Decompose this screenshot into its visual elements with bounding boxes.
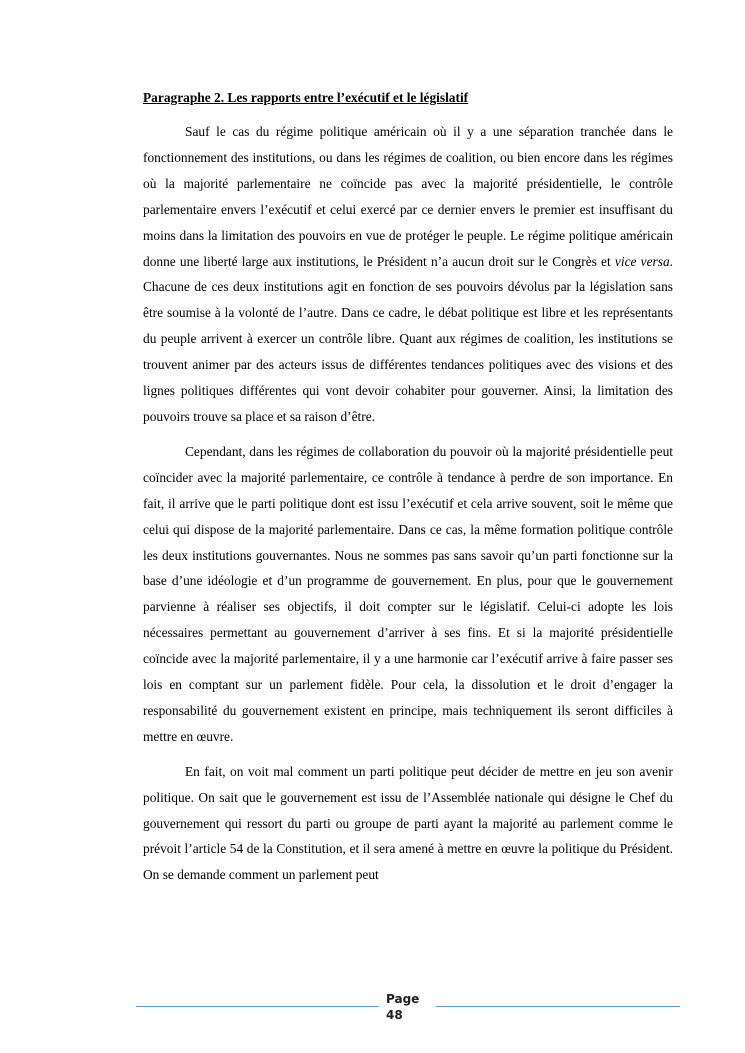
paragraph-1-text-end: . Chacune de ces deux institutions agit en fonction de ses pouvoirs dévolus par la législation sans être soumise à la volonté de l’autre. Dans ce cadre, le débat politique est libre et les représentants du peuple arrivent à exercer un contrôle libre. Quant aux régimes de coalition, les institutions se trouvent animer par des acteurs issus de différentes tendances politiques avec des visions et des lignes politiques différentes qui vont devoir cohabiter pour gouverner. Ainsi, la limitation des pouvoirs trouve sa place et sa raison d’être. — [143, 253, 674, 424]
footer-page-number: 48 — [386, 1008, 403, 1022]
section-heading: Paragraphe 2. Les rapports entre l’exécutif et le législatif — [143, 90, 469, 105]
paragraph-3: En fait, on voit mal comment un parti politique peut décider de mettre en jeu son avenir politique. On sait que le gouvernement est issu de l’Assemblée nationale qui désigne le Chef du gouvernement qui ressort du parti ou groupe de parti ayant la majorité au parlement comme le prévoit l’article 54 de la Constitution, et il sera amené à mettre en œuvre la politique du Président. On se demande comment un parlement peut — [143, 763, 673, 883]
paragraph-1 — [143, 119, 673, 430]
paragraph-1-text-start: Sauf le cas du régime politique américain où il y a une séparation tranchée dans le fonctionnement des institutions, ou dans les régimes de coalition, ou bien encore dans les régimes où la majorité parlementaire ne coïncide pas avec la majorité présidentielle, le contrôle parlementaire envers l’exécutif et celui exercé par ce dernier envers le premier est insuffisant du moins dans la limitation des pouvoirs en vue de protéger le peuple. Le régime politique américain donne une liberté large aux institutions, le Président n’a aucun droit sur le Congrès et — [143, 124, 673, 269]
footer-divider-right — [436, 1006, 680, 1007]
page-footer — [136, 992, 680, 1026]
footer-divider-left — [136, 1006, 379, 1007]
paragraph-2: Cependant, dans les régimes de collaboration du pouvoir où la majorité présidentielle peut coïncider avec la majorité parlementaire, ce contrôle à tendance à perdre de son importance. En fait, il arrive que le parti politique dont est issu l’exécutif et cela arrive souvent, soit le même que celui qui dispose de la majorité parlementaire. Dans ce cas, la même formation politique contrôle les deux institutions gouvernantes. Nous ne sommes pas sans savoir qu’un parti fonctionne sur la base d’une idéologie et d’un programme de gouvernement. En plus, pour que le gouvernement parvienne à réaliser ses objectifs, il doit compter sur le législatif. Celui-ci adopte les lois nécessaires permettant au gouvernement d’arriver à ses fins. Et si la majorité présidentielle coïncide avec la majorité parlementaire, il y a une harmonie car l’exécutif arrive à faire passer ses lois en comptant sur un parlement fidèle. Pour cela, la dissolution et le droit d’engager la responsabilité du gouvernement existent en principe, mais techniquement ils seront difficiles à mettre en œuvre. — [143, 443, 673, 744]
page-body — [143, 86, 673, 897]
paragraph-1-italic-term: vice versa — [614, 253, 670, 269]
footer-page-label: Page — [386, 992, 420, 1006]
